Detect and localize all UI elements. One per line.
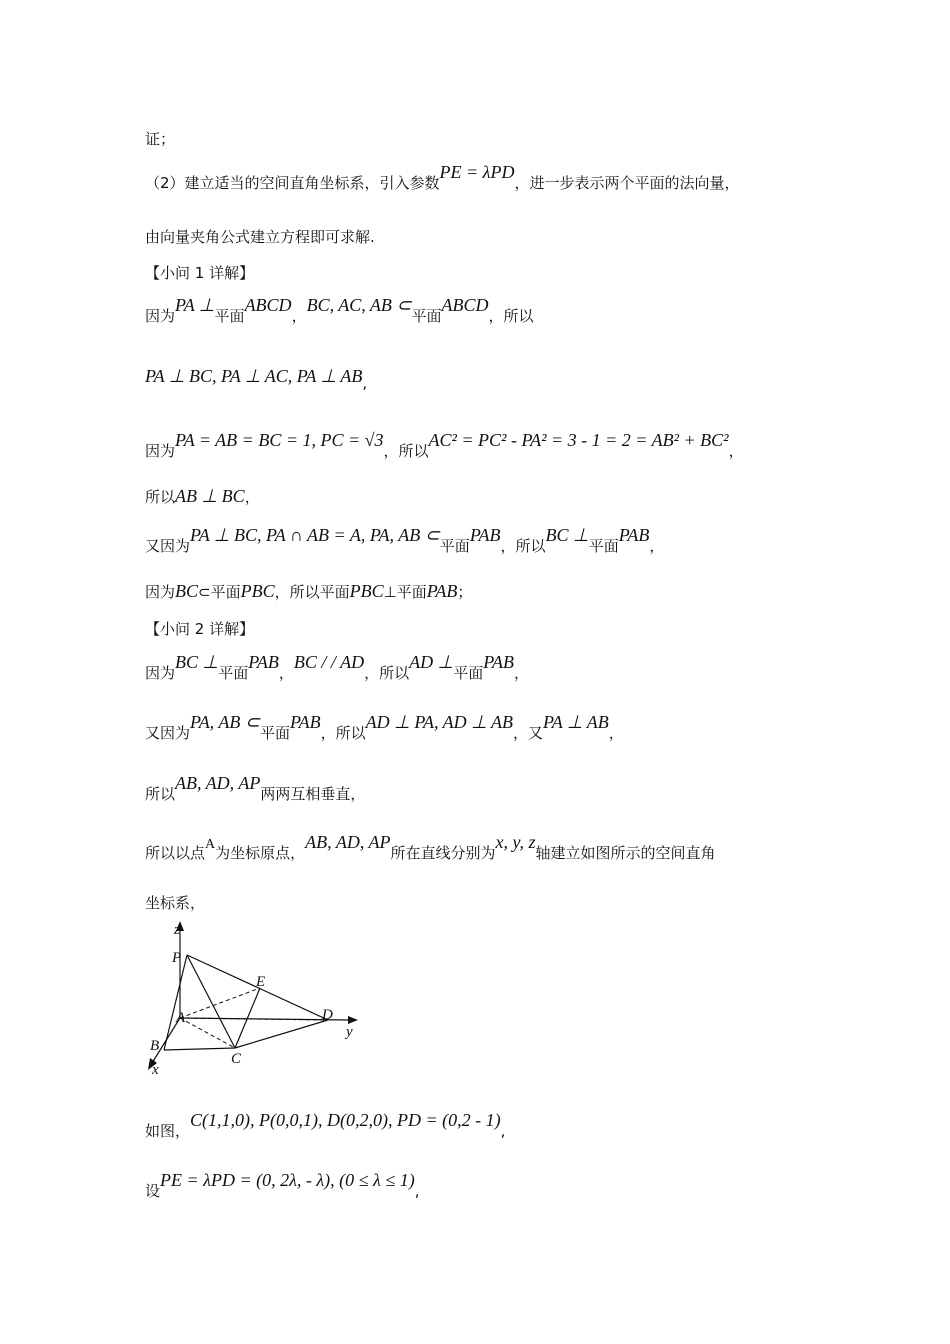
edge-AE xyxy=(180,988,260,1018)
section-heading-1: 【小问 1 详解】 xyxy=(145,264,255,282)
text-line-2: （2）建立适当的空间直角坐标系，引入参数PE = λPD，进一步表示两个平面的法向量， xyxy=(145,162,740,192)
text-line-16: 坐标系， xyxy=(145,894,206,912)
text-line-12: 因为BC ⊥平面PAB，BC / / AD，所以AD ⊥平面PAB， xyxy=(145,652,529,682)
text-line-1: 证； xyxy=(145,130,176,148)
text-line-5: 因为PA ⊥平面ABCD，BC, AC, AB ⊂平面ABCD，所以 xyxy=(145,295,534,325)
label-D: D xyxy=(322,1007,333,1023)
text-line-9: 又因为PA ⊥ BC, PA ∩ AB = A, PA, AB ⊂平面PAB，所以BC ⊥平面PAB， xyxy=(145,525,665,555)
vector-formula: PE = λPD xyxy=(439,162,515,182)
text-line-3: 由向量夹角公式建立方程即可求解. xyxy=(145,228,375,246)
label-z: z xyxy=(174,922,180,938)
text-line-18: 设PE = λPD = (0, 2λ, - λ), (0 ≤ λ ≤ 1), xyxy=(145,1170,420,1200)
label-x: x xyxy=(152,1062,159,1078)
label-B: B xyxy=(150,1038,160,1054)
text-line-15: 所以以点A为坐标原点，AB, AD, AP所在直线分别为x, y, z轴建立如图所示的空间直角 xyxy=(145,832,716,862)
y-axis-arrow xyxy=(348,1016,358,1024)
text-line-13: 又因为PA, AB ⊂平面PAB，所以AD ⊥ PA, AD ⊥ AB，又PA ⊥ AB， xyxy=(145,712,624,742)
section-heading-2: 【小问 2 详解】 xyxy=(145,620,255,638)
edge-PB xyxy=(164,955,187,1050)
coordinate-figure xyxy=(140,918,370,1083)
text-line-17: 如图，C(1,1,0), P(0,0,1), D(0,2,0), PD = (0,2 - 1), xyxy=(145,1110,506,1140)
edge-BC xyxy=(164,1048,235,1050)
label-A: A xyxy=(176,1010,186,1026)
text-line-14: 所以AB, AD, AP两两互相垂直， xyxy=(145,773,366,803)
text-line-10: 因为BC⊂平面PBC，所以平面PBC⊥平面PAB； xyxy=(145,581,473,601)
edge-PC xyxy=(187,955,235,1048)
text-line-7: 因为PA = AB = BC = 1, PC = √3，所以AC² = PC² - PA² = 3 - 1 = 2 = AB² + BC²， xyxy=(145,430,744,460)
label-C: C xyxy=(231,1051,242,1067)
edge-CD xyxy=(235,1020,328,1048)
label-P: P xyxy=(172,950,182,966)
text-line-8: 所以AB ⊥ BC， xyxy=(145,486,260,506)
edge-CE xyxy=(235,988,260,1048)
label-E: E xyxy=(256,974,266,990)
text-line-6: PA ⊥ BC, PA ⊥ AC, PA ⊥ AB, xyxy=(145,366,368,392)
label-y: y xyxy=(346,1024,353,1040)
